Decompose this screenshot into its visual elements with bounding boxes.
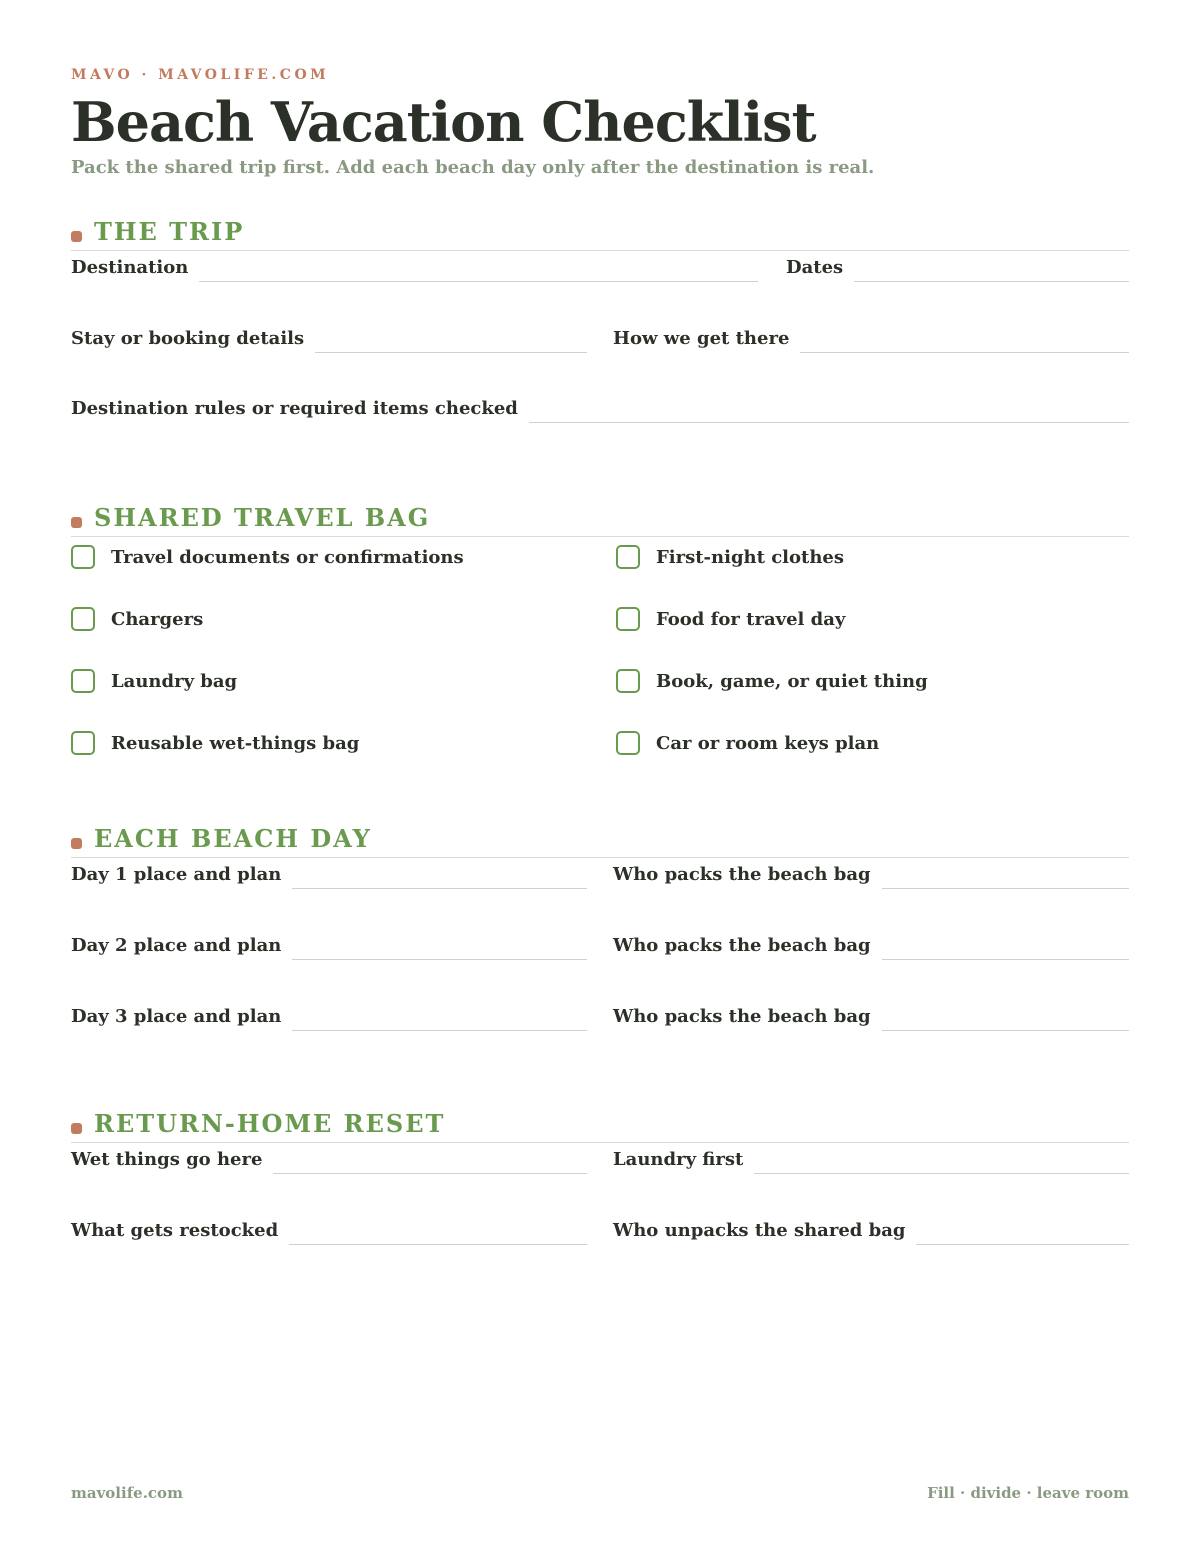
checklist-item-label: Book, game, or quiet thing (656, 670, 928, 692)
field-label: Day 3 place and plan (71, 1006, 282, 1027)
field-label: Day 1 place and plan (71, 864, 282, 885)
field-label: Destination rules or required items checked (71, 398, 518, 419)
checkbox[interactable] (616, 669, 640, 693)
write-line[interactable] (882, 1008, 1129, 1031)
write-line[interactable] (292, 866, 587, 889)
checklist-item-label: Chargers (111, 608, 204, 630)
field-label: Wet things go here (71, 1149, 263, 1170)
page-subtitle: Pack the shared trip first. Add each beach day only after the destination is real. (71, 157, 875, 178)
laundry-first-field[interactable] (613, 1144, 1129, 1174)
write-line[interactable] (854, 259, 1129, 282)
checklist-item-label: Laundry bag (111, 670, 238, 692)
write-line[interactable] (199, 259, 758, 282)
write-line[interactable] (315, 330, 587, 353)
checkbox[interactable] (71, 607, 95, 631)
checklist-item[interactable] (71, 542, 464, 572)
day-1-field[interactable] (71, 859, 587, 889)
stay-field[interactable] (71, 323, 587, 353)
write-line[interactable] (882, 937, 1129, 960)
checklist-item[interactable] (616, 542, 844, 572)
checklist-item[interactable] (616, 604, 845, 634)
day-1-packer-field[interactable] (613, 859, 1129, 889)
checkbox[interactable] (71, 545, 95, 569)
section-return-home-reset (71, 1106, 1129, 1143)
write-line[interactable] (289, 1222, 587, 1245)
day-3-field[interactable] (71, 1001, 587, 1031)
checklist-item-label: Travel documents or confirmations (111, 546, 464, 568)
checklist-item[interactable] (616, 728, 879, 758)
day-2-field[interactable] (71, 930, 587, 960)
checkbox[interactable] (616, 545, 640, 569)
write-line[interactable] (292, 1008, 587, 1031)
field-label: Destination (71, 257, 189, 278)
section-heading: THE TRIP (94, 217, 245, 246)
checklist-item[interactable] (616, 666, 928, 696)
field-label: Laundry first (613, 1149, 744, 1170)
checklist-item-label: Car or room keys plan (656, 732, 880, 754)
section-bullet-icon (71, 517, 82, 528)
section-shared-travel-bag (71, 500, 1129, 537)
section-heading: SHARED TRAVEL BAG (94, 503, 431, 532)
section-bullet-icon (71, 838, 82, 849)
checklist-page (71, 0, 1129, 1553)
checkbox[interactable] (616, 731, 640, 755)
write-line[interactable] (882, 866, 1129, 889)
write-line[interactable] (292, 937, 587, 960)
page-title: Beach Vacation Checklist (71, 90, 816, 154)
write-line[interactable] (273, 1151, 587, 1174)
restock-field[interactable] (71, 1215, 587, 1245)
checkbox[interactable] (71, 731, 95, 755)
field-label: Dates (786, 257, 844, 278)
write-line[interactable] (754, 1151, 1129, 1174)
checkbox[interactable] (616, 607, 640, 631)
transport-field[interactable] (613, 323, 1129, 353)
brand-label: MAVO · MAVOLIFE.COM (71, 67, 330, 83)
field-label: How we get there (613, 328, 790, 349)
destination-field[interactable] (71, 252, 758, 282)
section-bullet-icon (71, 231, 82, 242)
section-each-beach-day (71, 821, 1129, 858)
field-label: What gets restocked (71, 1220, 279, 1241)
field-label: Stay or booking details (71, 328, 305, 349)
day-2-packer-field[interactable] (613, 930, 1129, 960)
section-heading: RETURN-HOME RESET (94, 1109, 446, 1138)
footer-site: mavolife.com (71, 1484, 183, 1502)
section-bullet-icon (71, 1123, 82, 1134)
field-label: Who unpacks the shared bag (613, 1220, 906, 1241)
write-line[interactable] (800, 330, 1129, 353)
field-label: Who packs the beach bag (613, 1006, 871, 1027)
field-label: Day 2 place and plan (71, 935, 282, 956)
day-3-packer-field[interactable] (613, 1001, 1129, 1031)
checklist-item[interactable] (71, 728, 359, 758)
field-label: Who packs the beach bag (613, 864, 871, 885)
checklist-item-label: First-night clothes (656, 546, 844, 568)
checklist-item[interactable] (71, 604, 203, 634)
dates-field[interactable] (786, 252, 1129, 282)
checklist-item-label: Food for travel day (656, 608, 846, 630)
unpack-field[interactable] (613, 1215, 1129, 1245)
field-label: Who packs the beach bag (613, 935, 871, 956)
checklist-item-label: Reusable wet-things bag (111, 732, 360, 754)
wet-things-field[interactable] (71, 1144, 587, 1174)
section-the-trip (71, 214, 1129, 251)
write-line[interactable] (529, 400, 1129, 423)
checklist-item[interactable] (71, 666, 237, 696)
write-line[interactable] (916, 1222, 1129, 1245)
destination-rules-field[interactable] (71, 393, 1129, 423)
checkbox[interactable] (71, 669, 95, 693)
footer-tagline: Fill · divide · leave room (927, 1484, 1129, 1502)
section-heading: EACH BEACH DAY (94, 824, 372, 853)
